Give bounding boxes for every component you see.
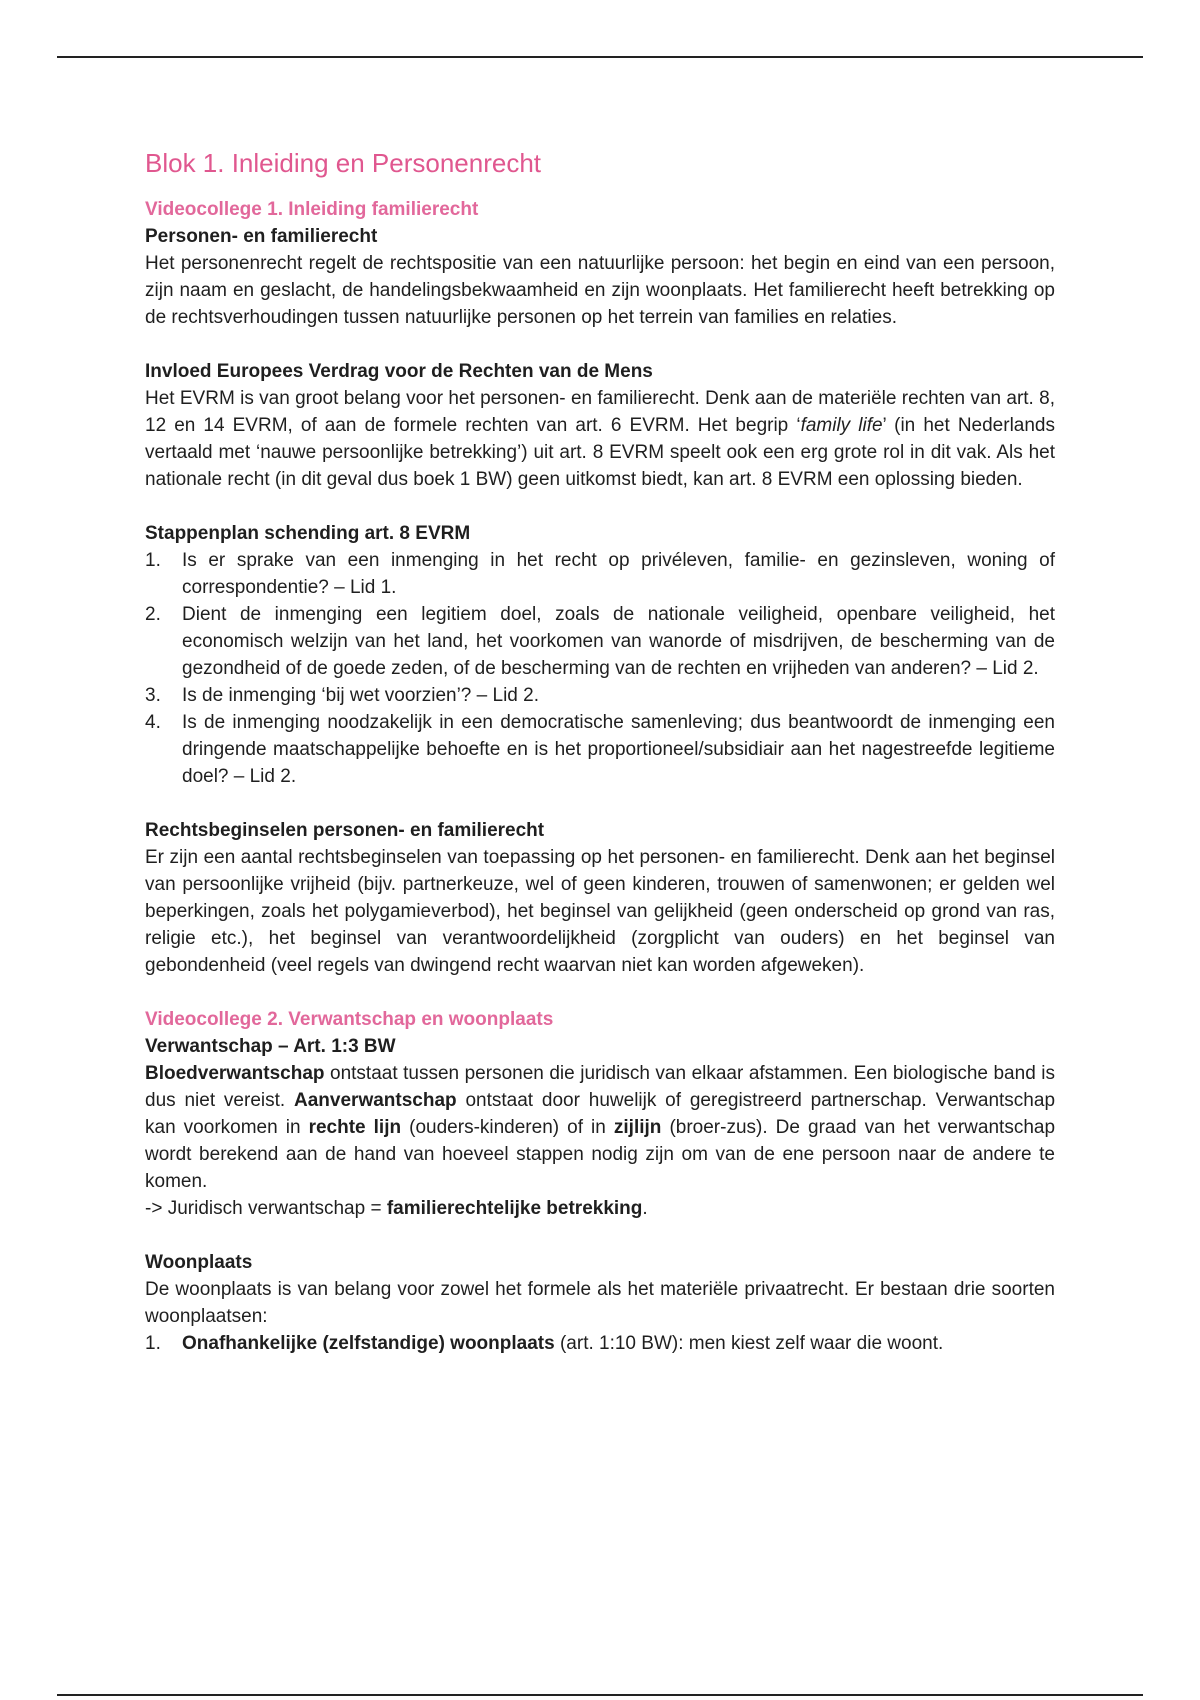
section-heading-evrm: Invloed Europees Verdrag voor de Rechten van de Mens — [145, 361, 653, 382]
header-rule — [57, 56, 1143, 58]
videocollege-2-heading: Videocollege 2. Verwantschap en woonplaats — [145, 1009, 554, 1030]
paragraph-verwantschap: Bloedverwantschap ontstaat tussen personen die juridisch van elkaar afstammen. Een biologische band is dus niet vereist. Aanverwantschap ontstaat door huwelijk of geregistreerd partnerschap. Verwantschap kan voorkomen in rechte lijn (ouders-kinderen) of in zijlijn (broer-zus). De graad van het verwantschap wordt berekend aan de hand van hoeveel stappen nodig zijn om van de ene persoon naar de andere te komen. — [145, 1063, 1056, 1192]
list-item: 4. Is de inmenging noodzakelijk in een democratische samenleving; dus beantwoordt de inmenging een dringende maatschappelijke behoefte en is het proportioneel/subsidiair aan het nagestreefde legitieme doel? – Lid 2. — [145, 712, 1055, 787]
list-item: 1. Is er sprake van een inmenging in het recht op privéleven, familie- en gezinsleven, woning of correspondentie? – Lid 1. — [145, 550, 1055, 598]
section-heading-stappenplan: Stappenplan schending art. 8 EVRM — [145, 523, 471, 544]
list-item: 2. Dient de inmenging een legitiem doel, zoals de nationale veiligheid, openbare veiligheid, het economisch welzijn van het land, het voorkomen van wanorde of misdrijven, de bescherming van de gezondheid of de goede zeden, of de bescherming van de rechten en vrijheden van anderen? – Lid 2. — [145, 604, 1055, 679]
paragraph-evrm: Het EVRM is van groot belang voor het personen- en familierecht. Denk aan de materiële rechten van art. 8, 12 en 14 EVRM, of aan de formele rechten van art. 6 EVRM. Het begrip ‘family life’ (in het Nederlands vertaald met ‘nauwe persoonlijke betrekking’) uit art. 8 EVRM speelt ook een erg grote rol in dit vak. Als het nationale recht (in dit geval dus boek 1 BW) geen uitkomst biedt, kan art. 8 EVRM een oplossing bieden. — [145, 388, 1055, 490]
page-title: Blok 1. Inleiding en Personenrecht — [145, 148, 542, 178]
list-item: 1. Onafhankelijke (zelfstandige) woonplaats (art. 1:10 BW): men kiest zelf waar die woont. — [145, 1333, 944, 1354]
section-heading-rechtsbeginselen: Rechtsbeginselen personen- en familierecht — [145, 820, 545, 841]
section-heading-personen-familierecht: Personen- en familierecht — [145, 226, 378, 247]
woonplaats-list — [145, 1330, 1055, 1357]
videocollege-1-heading: Videocollege 1. Inleiding familierecht — [145, 199, 479, 220]
paragraph-rechtsbeginselen: Er zijn een aantal rechtsbeginselen van toepassing op het personen- en familierecht. Denk aan het beginsel van persoonlijke vrijheid (bijv. partnerkeuze, wel of geen kinderen, trouwen of samenwonen; er gelden wel beperkingen, zoals het polygamieverbod), het beginsel van gelijkheid (geen onderscheid op grond van ras, religie etc.), het beginsel van verantwoordelijkheid (zorgplicht van ouders) en het beginsel van gebondenheid (veel regels van dwingend recht waarvan niet kan worden afgeweken). — [145, 847, 1055, 976]
page-content — [145, 146, 1055, 1357]
stappenplan-list — [145, 547, 1055, 790]
section-heading-verwantschap: Verwantschap – Art. 1:3 BW — [145, 1036, 396, 1057]
list-item: 3. Is de inmenging ‘bij wet voorzien’? – Lid 2. — [145, 685, 539, 706]
footer-rule — [57, 1694, 1143, 1696]
paragraph-personen-familierecht: Het personenrecht regelt de rechtspositie van een natuurlijke persoon: het begin en eind van een persoon, zijn naam en geslacht, de handelingsbekwaamheid en zijn woonplaats. Het familierecht heeft betrekking op de rechtsverhoudingen tussen natuurlijke personen op het terrein van families en relaties. — [145, 253, 1055, 328]
paragraph-woonplaats: De woonplaats is van belang voor zowel het formele als het materiële privaatrecht. Er bestaan drie soorten woonplaatsen: — [145, 1279, 1055, 1327]
section-heading-woonplaats: Woonplaats — [145, 1252, 253, 1273]
verwantschap-note: -> Juridisch verwantschap = familierechtelijke betrekking. — [145, 1198, 648, 1219]
